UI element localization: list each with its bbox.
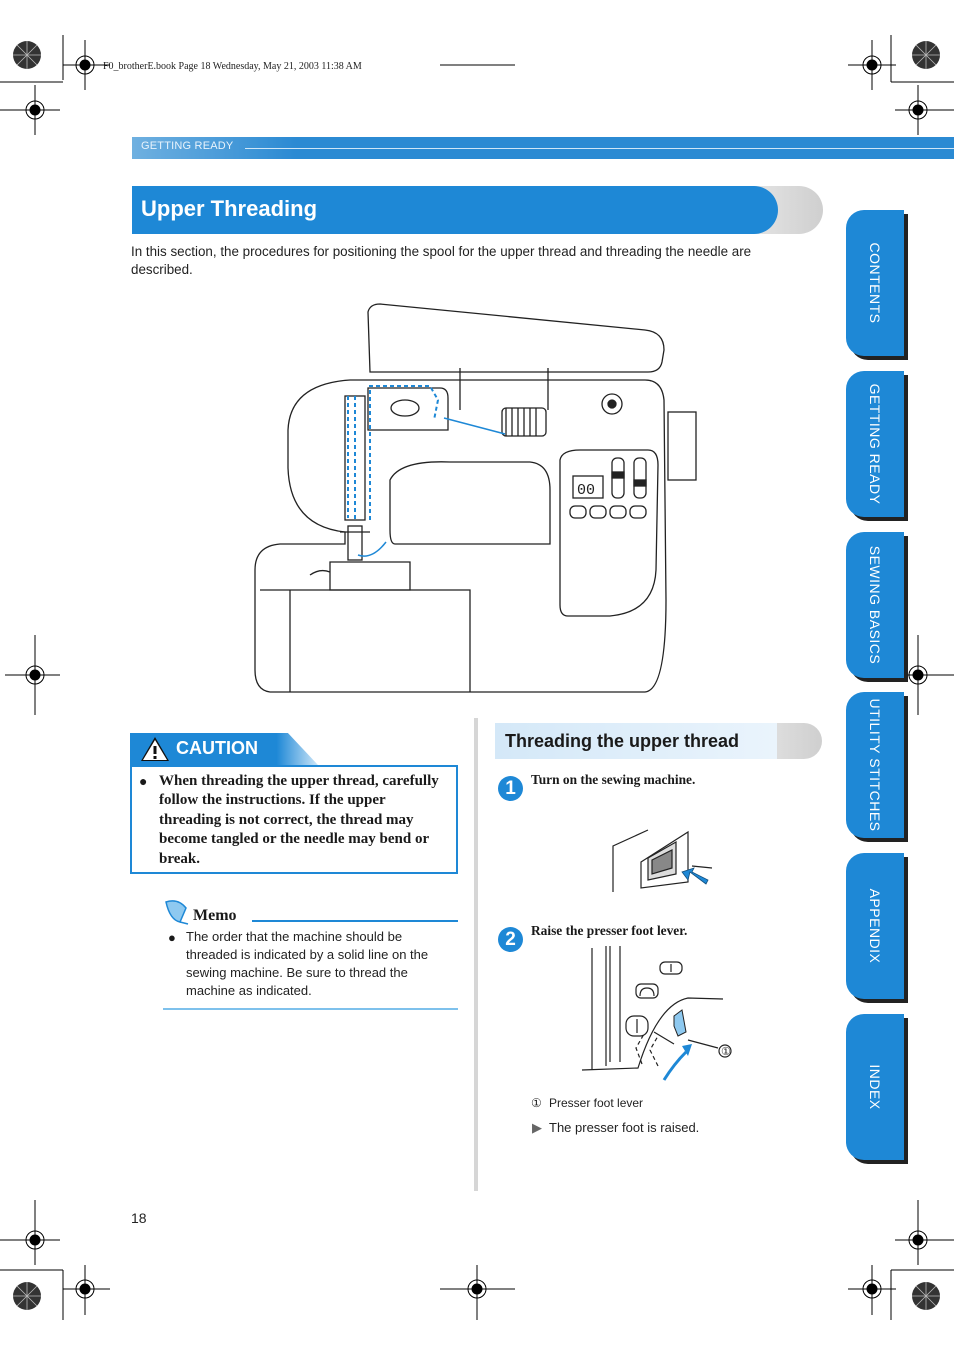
tab-sewing-basics[interactable] xyxy=(846,532,904,678)
section-rule xyxy=(245,148,954,149)
tab-label: GETTING READY xyxy=(867,383,883,505)
step-text: Turn on the sewing machine. xyxy=(531,772,696,787)
presser-foot-lever-illustration xyxy=(578,944,738,1086)
tab-getting-ready[interactable] xyxy=(846,371,904,517)
tab-label: CONTENTS xyxy=(867,242,883,324)
warning-icon xyxy=(140,736,170,762)
callout-caption: Presser foot lever xyxy=(549,1096,644,1110)
caution-bullet: ● xyxy=(139,775,148,790)
sewing-machine-illustration xyxy=(250,300,700,700)
step-text: Raise the presser foot lever. xyxy=(531,923,688,938)
tab-contents[interactable] xyxy=(846,210,904,356)
intro-paragraph: In this section, the procedures for positioning the spool for the upper thread and threading the needle are described. xyxy=(131,244,752,277)
memo-text: The order that the machine should be threaded is indicated by a solid line on the sewing machine. Be sure to thread the machine as indicated. xyxy=(186,929,429,998)
section-header-bar xyxy=(132,137,954,159)
section-label: GETTING READY xyxy=(141,140,234,152)
subheading: Threading the upper thread xyxy=(505,731,740,751)
tab-utility-stitches[interactable] xyxy=(846,692,904,838)
memo-rule xyxy=(252,920,458,922)
power-switch-illustration xyxy=(608,828,718,896)
print-header: F0_brotherE.book Page 18 Wednesday, May 21, 2003 11:38 AM xyxy=(103,61,362,72)
tab-appendix[interactable] xyxy=(846,853,904,999)
tab-index[interactable] xyxy=(846,1014,904,1160)
column-divider xyxy=(474,718,478,1191)
callout-marker: ① xyxy=(721,1046,731,1058)
memo-bottom-rule xyxy=(163,1008,458,1010)
result-text: The presser foot is raised. xyxy=(549,1120,700,1135)
step-number: 1 xyxy=(498,776,523,801)
caution-text: When threading the upper thread, carefully follow the instructions. If the upper threading is not correct, the thread may become tangled or the needle may bend or break. xyxy=(159,773,439,867)
tab-label: SEWING BASICS xyxy=(867,545,883,665)
memo-icon xyxy=(162,898,192,926)
machine-display: 00 xyxy=(577,482,596,499)
result-marker: ▶ xyxy=(532,1120,542,1135)
callout-caption-marker: ① xyxy=(531,1096,542,1110)
step-number: 2 xyxy=(498,927,523,952)
page-number: 18 xyxy=(131,1210,147,1226)
tab-label: INDEX xyxy=(867,1064,883,1110)
page-title: Upper Threading xyxy=(141,196,318,221)
tab-label: APPENDIX xyxy=(867,888,883,964)
tab-label: UTILITY STITCHES xyxy=(867,698,883,832)
caution-label: CAUTION xyxy=(176,738,258,758)
memo-label: Memo xyxy=(193,907,237,924)
memo-bullet: ● xyxy=(168,930,176,945)
